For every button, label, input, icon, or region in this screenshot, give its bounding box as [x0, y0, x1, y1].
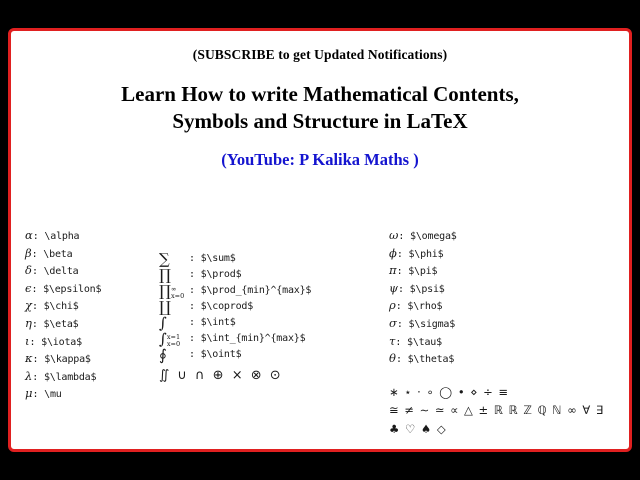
list-item — [159, 315, 384, 331]
latex-code: : $\theta$ — [395, 354, 455, 366]
greek-right-column — [389, 227, 629, 439]
latex-code: : $\prod_{min}^{max}$ — [189, 284, 312, 296]
operator-limit-sup: ∞ — [170, 285, 177, 294]
list-item — [25, 262, 150, 280]
latex-code: : $\chi$ — [31, 301, 79, 313]
greek-symbol: ρ — [389, 298, 396, 313]
operator-limit-sup: x=1 — [166, 333, 181, 342]
subscribe-note: (SUBSCRIBE to get Updated Notifications) — [192, 47, 448, 62]
greek-symbol: α — [25, 228, 33, 242]
greek-symbol: τ — [389, 333, 396, 348]
greek-left-column — [25, 227, 150, 403]
list-item — [389, 297, 629, 315]
list-item — [159, 331, 384, 347]
greek-symbol: κ — [25, 351, 33, 366]
symbol-row: ≅ ≠ ∼ ≃ ∝ △ ± ℝ ℝ ℤ ℚ ℕ ∞ ∀ ∃ — [389, 403, 605, 418]
list-item — [159, 283, 384, 299]
list-item — [159, 267, 384, 283]
list-item — [389, 350, 629, 368]
latex-code: : $\lambda$ — [32, 371, 97, 383]
symbol-row: ∗ ⋆ · ∘ ◯ • ⋄ ÷ ≡ — [389, 384, 510, 399]
latex-code: : $\sigma$ — [396, 319, 456, 331]
misc-symbol-rows — [389, 384, 629, 437]
list-item — [25, 350, 150, 368]
misc-operator-symbols: ∬ ∪ ∩ ⊕ × ⊗ ⊙ — [159, 368, 283, 383]
page-subtitle: (YouTube: P Kalika Maths ) — [221, 149, 419, 169]
greek-symbol: σ — [389, 316, 397, 331]
greek-symbol: θ — [389, 351, 396, 366]
title-line-2: Symbols and Structure in LaTeX — [172, 109, 468, 134]
latex-code: : $\pi$ — [396, 266, 438, 278]
latex-code: : $\sum$ — [189, 252, 236, 264]
greek-symbol: ψ — [389, 280, 399, 295]
symbol-row: ♣ ♡ ♠ ◇ — [389, 421, 447, 436]
contour-integral-operator-icon: ∮ — [159, 346, 167, 365]
list-item — [25, 297, 150, 315]
latex-code: : $\prod$ — [189, 268, 242, 280]
greek-symbol: ι — [25, 333, 30, 348]
product-operator-icon: ∏ — [159, 266, 171, 285]
greek-symbol: λ — [25, 368, 33, 383]
product-operator-icon: ∏ — [159, 282, 171, 301]
greek-symbol: δ — [25, 263, 32, 278]
latex-code: : $\eta$ — [31, 319, 79, 331]
list-item — [389, 280, 629, 298]
title-line-1: Learn How to write Mathematical Contents, — [121, 82, 519, 106]
operators-middle-column — [159, 251, 384, 385]
latex-code: : $\epsilon$ — [31, 283, 102, 295]
latex-code: : \alpha — [32, 231, 80, 242]
latex-code: : $\iota$ — [29, 336, 82, 348]
list-item — [159, 251, 384, 267]
latex-code: : $\psi$ — [398, 283, 445, 295]
list-item — [389, 315, 629, 333]
list-item — [389, 262, 629, 280]
latex-code: : $\coprod$ — [189, 300, 254, 312]
greek-symbol: β — [25, 245, 32, 260]
greek-symbol: η — [25, 316, 32, 331]
latex-code: : $\int_{min}^{max}$ — [189, 332, 306, 344]
list-item — [25, 227, 150, 245]
list-item — [159, 299, 384, 315]
greek-symbol: μ — [25, 386, 33, 401]
page-title — [11, 81, 629, 136]
latex-code: : $\rho$ — [395, 301, 443, 313]
list-item — [25, 333, 150, 351]
latex-code: : $\tau$ — [395, 336, 442, 348]
list-item — [25, 315, 150, 333]
operator-limit-sub: x=0 — [170, 291, 185, 300]
list-item — [159, 347, 384, 363]
latex-code: : $\int$ — [189, 316, 236, 328]
list-item — [389, 227, 629, 245]
greek-symbol: χ — [25, 298, 32, 313]
list-item — [25, 368, 150, 386]
latex-code: : $\kappa$ — [32, 354, 91, 366]
integral-operator-icon: ∫ — [159, 330, 167, 349]
greek-symbol: ϵ — [25, 280, 32, 295]
latex-code: : $\omega$ — [398, 231, 457, 242]
list-item — [389, 245, 629, 263]
greek-symbol: ϕ — [389, 245, 397, 260]
latex-code: : \delta — [31, 266, 79, 278]
operator-limit-sub: x=0 — [166, 339, 181, 348]
latex-code: : \mu — [32, 389, 62, 401]
integral-operator-icon: ∫ — [159, 314, 167, 333]
greek-symbol: ω — [389, 228, 399, 242]
list-item — [25, 385, 150, 403]
latex-code: : $\oint$ — [189, 348, 242, 360]
list-item — [389, 333, 629, 351]
latex-code: : \beta — [31, 248, 73, 260]
coproduct-operator-icon: ∐ — [159, 298, 171, 317]
content-columns — [11, 203, 629, 436]
greek-symbol: π — [389, 263, 397, 278]
list-item — [25, 245, 150, 263]
list-item — [25, 280, 150, 298]
slide-card — [8, 28, 632, 452]
sum-operator-icon: ∑ — [159, 250, 170, 269]
latex-code: : $\phi$ — [396, 248, 444, 260]
